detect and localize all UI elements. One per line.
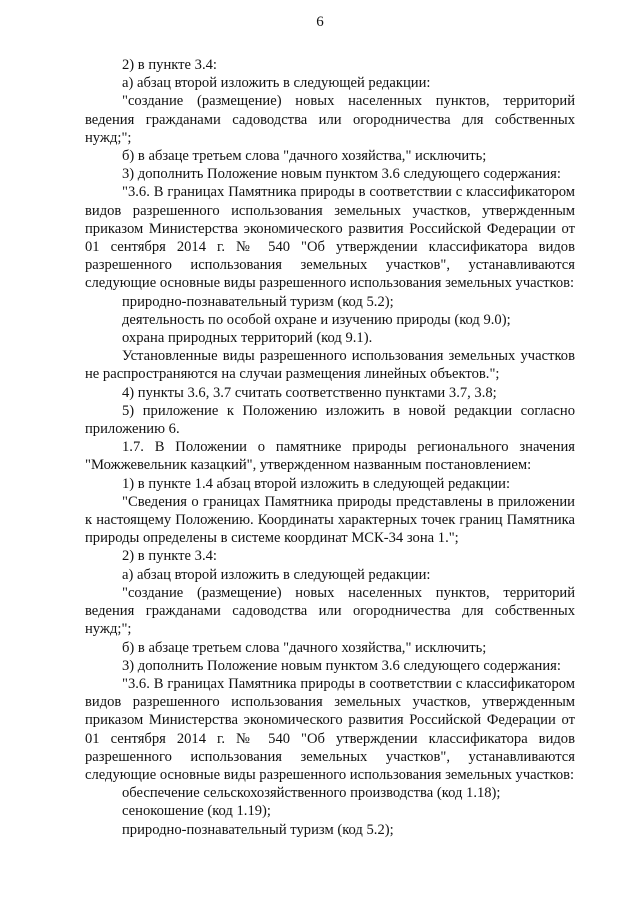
paragraph-sub-a: а) абзац второй изложить в следующей редакции: <box>122 566 431 583</box>
list-item-use-type: природно-познавательный туризм (код 5.2); <box>122 293 394 310</box>
paragraph-amend-item-2: 2) в пункте 3.4: <box>122 548 217 565</box>
paragraph-clause-3-6: "3.6. В границах Памятника природы в соответствии с классификатором видов разрешенного использования земельных участков, утвержденным приказом Министерства экономического развития Российской Федерации от 01 сентября 2014 г. № 540 "Об утверждении классификатора видов разрешенного использования земельных участков", устанавливаются следующие основные виды разрешенного использования земельных участков: <box>85 184 575 292</box>
paragraph-sub-a: а) абзац второй изложить в следующей редакции: <box>122 75 431 92</box>
list-item-use-type: обеспечение сельскохозяйственного производства (код 1.18); <box>122 785 501 802</box>
paragraph-amend-item-1: 1) в пункте 1.4 абзац второй изложить в следующей редакции: <box>122 475 511 492</box>
list-item-use-type: природно-познавательный туризм (код 5.2); <box>122 821 394 838</box>
list-item-use-type: охрана природных территорий (код 9.1). <box>122 330 373 347</box>
paragraph-sub-b: б) в абзаце третьем слова "дачного хозяйства," исключить; <box>122 148 487 165</box>
paragraph-quote-creation: "создание (размещение) новых населенных пунктов, территорий ведения гражданами садоводства или огородничества для собственных нужд;"; <box>85 584 575 638</box>
document-body <box>85 56 575 839</box>
paragraph-amend-item-5: 5) приложение к Положению изложить в новой редакции согласно приложению 6. <box>85 402 575 438</box>
paragraph-amend-item-3: 3) дополнить Положение новым пунктом 3.6 следующего содержания: <box>122 657 561 674</box>
paragraph-section-1-7: 1.7. В Положении о памятнике природы регионального значения "Можжевельник казацкий", утвержденном названным постановлением: <box>85 439 575 474</box>
list-item-use-type: деятельность по особой охране и изучению природы (код 9.0); <box>122 311 511 328</box>
paragraph-quote-creation: "создание (размещение) новых населенных пунктов, территорий ведения гражданами садоводства или огородничества для собственных нужд;"; <box>85 93 575 146</box>
page-number: 6 <box>316 14 324 30</box>
paragraph-linear-objects: Установленные виды разрешенного использования земельных участков не распространяются на случаи размещения линейных объектов."; <box>85 348 575 383</box>
paragraph-quote-boundaries: "Сведения о границах Памятника природы представлены в приложении к настоящему Положению. Координаты характерных точек границ Памятника природы определены в системе координат МСК-34 зона 1."; <box>85 493 575 547</box>
paragraph-amend-item-3: 3) дополнить Положение новым пунктом 3.6 следующего содержания: <box>122 166 561 183</box>
paragraph-amend-item-4: 4) пункты 3.6, 3.7 считать соответственно пунктами 3.7, 3.8; <box>122 384 497 401</box>
paragraph-clause-3-6: "3.6. В границах Памятника природы в соответствии с классификатором видов разрешенного использования земельных участков, утвержденным приказом Министерства экономического развития Российской Федерации от 01 сентября 2014 г. № 540 "Об утверждении классификатора видов разрешенного использования земельных участков", устанавливаются следующие основные виды разрешенного использования земельных участков: <box>85 675 575 783</box>
paragraph-amend-item-2: 2) в пункте 3.4: <box>122 57 217 73</box>
paragraph-sub-b: б) в абзаце третьем слова "дачного хозяйства," исключить; <box>122 639 487 656</box>
list-item-use-type: сенокошение (код 1.19); <box>122 803 271 820</box>
